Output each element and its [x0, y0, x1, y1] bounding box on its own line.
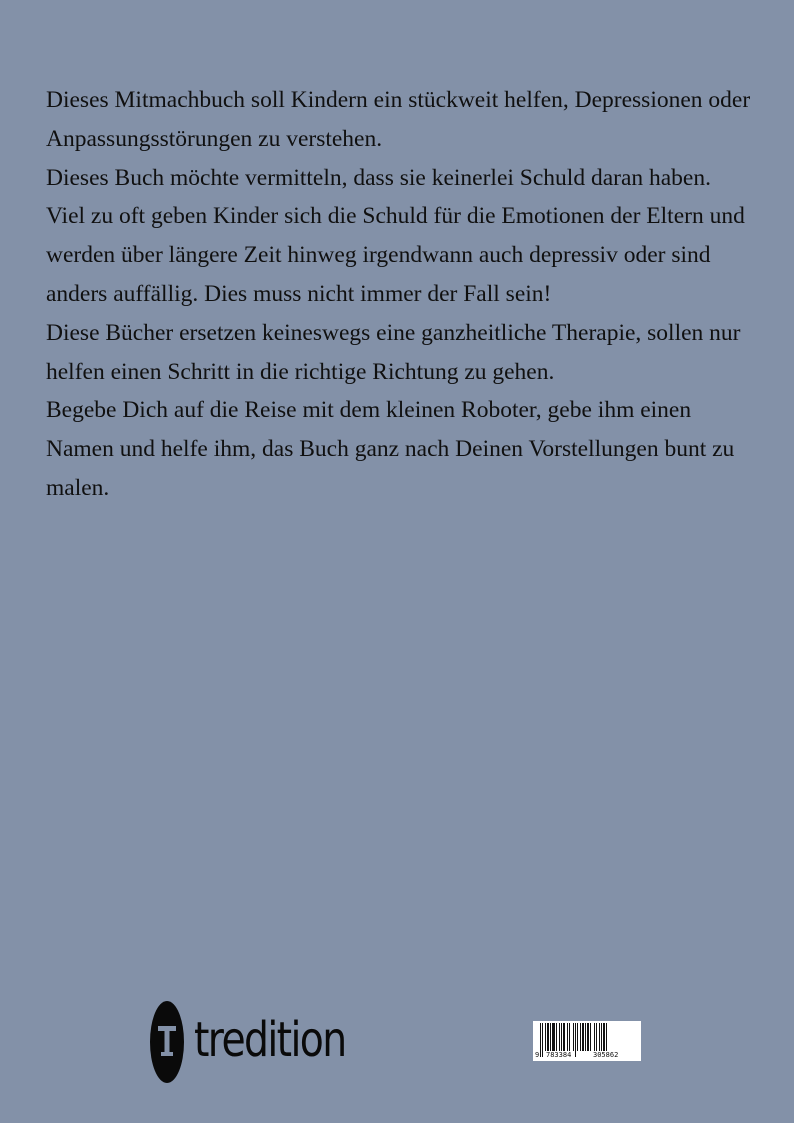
blurb-paragraph: Dieses Buch möchte vermitteln, dass sie keinerlei Schuld daran haben. — [46, 164, 711, 191]
blurb-paragraph: Diese Bücher ersetzen keineswegs eine ganzheitliche Therapie, sollen nur helfen einen Schritt in die richtige Richtung zu gehen. — [46, 319, 741, 385]
back-cover-blurb — [46, 81, 751, 508]
barcode-lead-digit: 9 — [535, 1051, 540, 1059]
publisher-name: tredition — [194, 1012, 346, 1068]
blurb-paragraph: Dieses Mitmachbuch soll Kindern ein stückweit helfen, Depressionen oder Anpassungsstörungen zu verstehen. — [46, 87, 751, 152]
barcode-right-group: 305862 — [593, 1051, 619, 1059]
barcode-left-group: 783384 — [546, 1051, 572, 1059]
isbn-barcode — [533, 1021, 641, 1061]
blurb-paragraph: Begebe Dich auf die Reise mit dem kleinen Roboter, gebe ihm einen Namen und helfe ihm, das Buch ganz nach Deinen Vorstellungen bunt zu malen. — [46, 397, 735, 501]
publisher-logo — [150, 1000, 350, 1084]
blurb-paragraph: Viel zu oft geben Kinder sich die Schuld für die Emotionen der Eltern und werden über längere Zeit hinweg irgendwann auch depressiv oder sind anders auffällig. Dies muss nicht immer der Fall sein! — [46, 203, 745, 307]
barcode-digits — [533, 1049, 641, 1061]
tredition-logo-icon — [150, 1000, 184, 1084]
